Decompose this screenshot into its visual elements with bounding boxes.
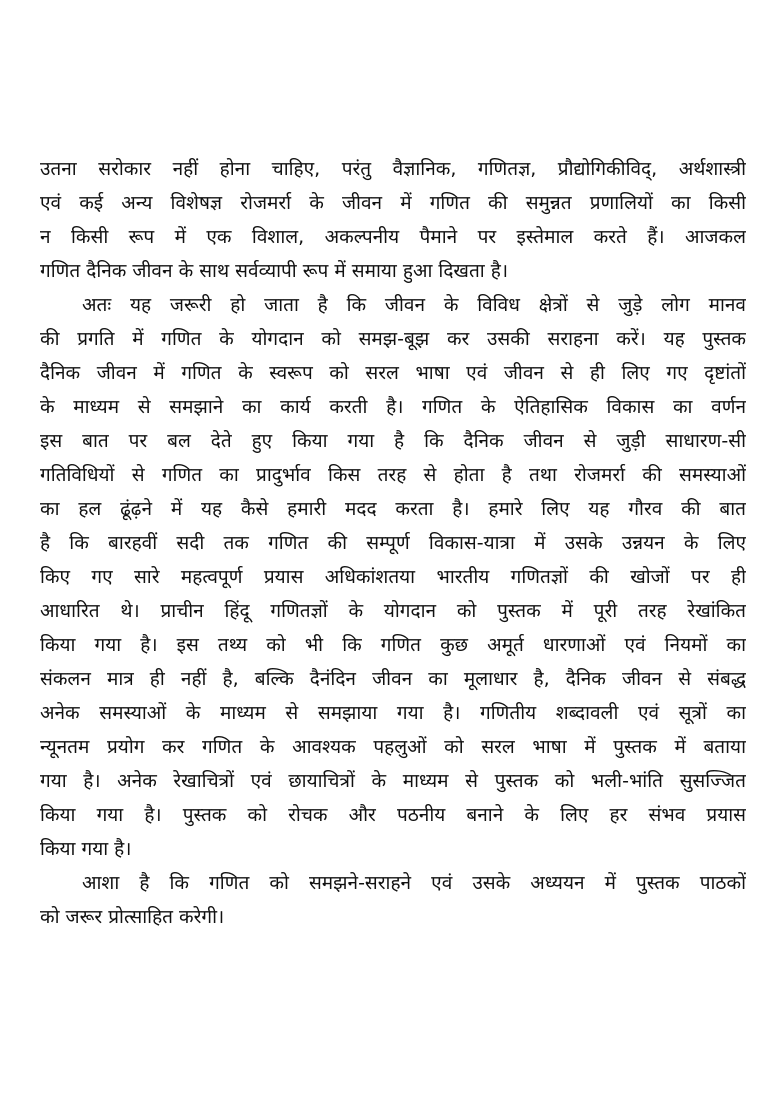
text-line: गणित दैनिक जीवन के साथ सर्वव्यापी रूप में समाया हुआ दिखता है। [40, 260, 509, 282]
text-line: न किसी रूप में एक विशाल, अकल्पनीय पैमाने पर इस्तेमाल करते हैं। आजकल [40, 226, 746, 248]
text-line: किए गए सारे महत्वपूर्ण प्रयास अधिकांशतया भारतीय गणितज्ञों की खोजों पर ही [40, 566, 746, 588]
text-line: गतिविधियों से गणित का प्रादुर्भाव किस तरह से होता है तथा रोजमर्रा की समस्याओं [40, 464, 746, 486]
text-line: आशा है कि गणित को समझने-सराहने एवं उसके अध्ययन में पुस्तक पाठकों [82, 872, 746, 894]
text-line: उतना सरोकार नहीं होना चाहिए, परंतु वैज्ञानिक, गणितज्ञ, प्रौद्योगिकीविद्, अर्थशास्त्री [40, 158, 746, 180]
text-line: है कि बारहवीं सदी तक गणित की सम्पूर्ण विकास-यात्रा में उसके उन्नयन के लिए [40, 532, 746, 554]
text-line: का हल ढूंढ़ने में यह कैसे हमारी मदद करता है। हमारे लिए यह गौरव की बात [40, 498, 746, 520]
text-line: दैनिक जीवन में गणित के स्वरूप को सरल भाषा एवं जीवन से ही लिए गए दृष्टांतों [40, 362, 746, 384]
text-line: को जरूर प्रोत्साहित करेगी। [40, 906, 225, 928]
text-line: आधारित थे। प्राचीन हिंदू गणितज्ञों के योगदान को पुस्तक में पूरी तरह रेखांकित [40, 600, 746, 622]
text-line: इस बात पर बल देते हुए किया गया है कि दैनिक जीवन से जुड़ी साधारण-सी [40, 430, 746, 452]
text-line: किया गया है। [40, 838, 132, 860]
text-line: किया गया है। पुस्तक को रोचक और पठनीय बनाने के लिए हर संभव प्रयास [40, 804, 746, 826]
text-line: संकलन मात्र ही नहीं है, बल्कि दैनंदिन जीवन का मूलाधार है, दैनिक जीवन से संबद्ध [40, 668, 746, 690]
text-line: न्यूनतम प्रयोग कर गणित के आवश्यक पहलुओं को सरल भाषा में पुस्तक में बताया [40, 736, 746, 758]
text-line: गया है। अनेक रेखाचित्रों एवं छायाचित्रों के माध्यम से पुस्तक को भली-भांति सुसज्जित [40, 770, 746, 792]
text-line: के माध्यम से समझाने का कार्य करती है। गणित के ऐतिहासिक विकास का वर्णन [40, 396, 746, 418]
text-line: अतः यह जरूरी हो जाता है कि जीवन के विविध क्षेत्रों से जुड़े लोग मानव [82, 294, 746, 316]
text-line: एवं कई अन्य विशेषज्ञ रोजमर्रा के जीवन में गणित की समुन्नत प्रणालियों का किसी [40, 192, 746, 214]
body-text [40, 152, 746, 934]
text-line: किया गया है। इस तथ्य को भी कि गणित कुछ अमूर्त धारणाओं एवं नियमों का [40, 634, 746, 656]
text-line: अनेक समस्याओं के माध्यम से समझाया गया है। गणितीय शब्दावली एवं सूत्रों का [40, 702, 746, 724]
text-line: की प्रगति में गणित के योगदान को समझ-बूझ कर उसकी सराहना करें। यह पुस्तक [40, 328, 746, 350]
